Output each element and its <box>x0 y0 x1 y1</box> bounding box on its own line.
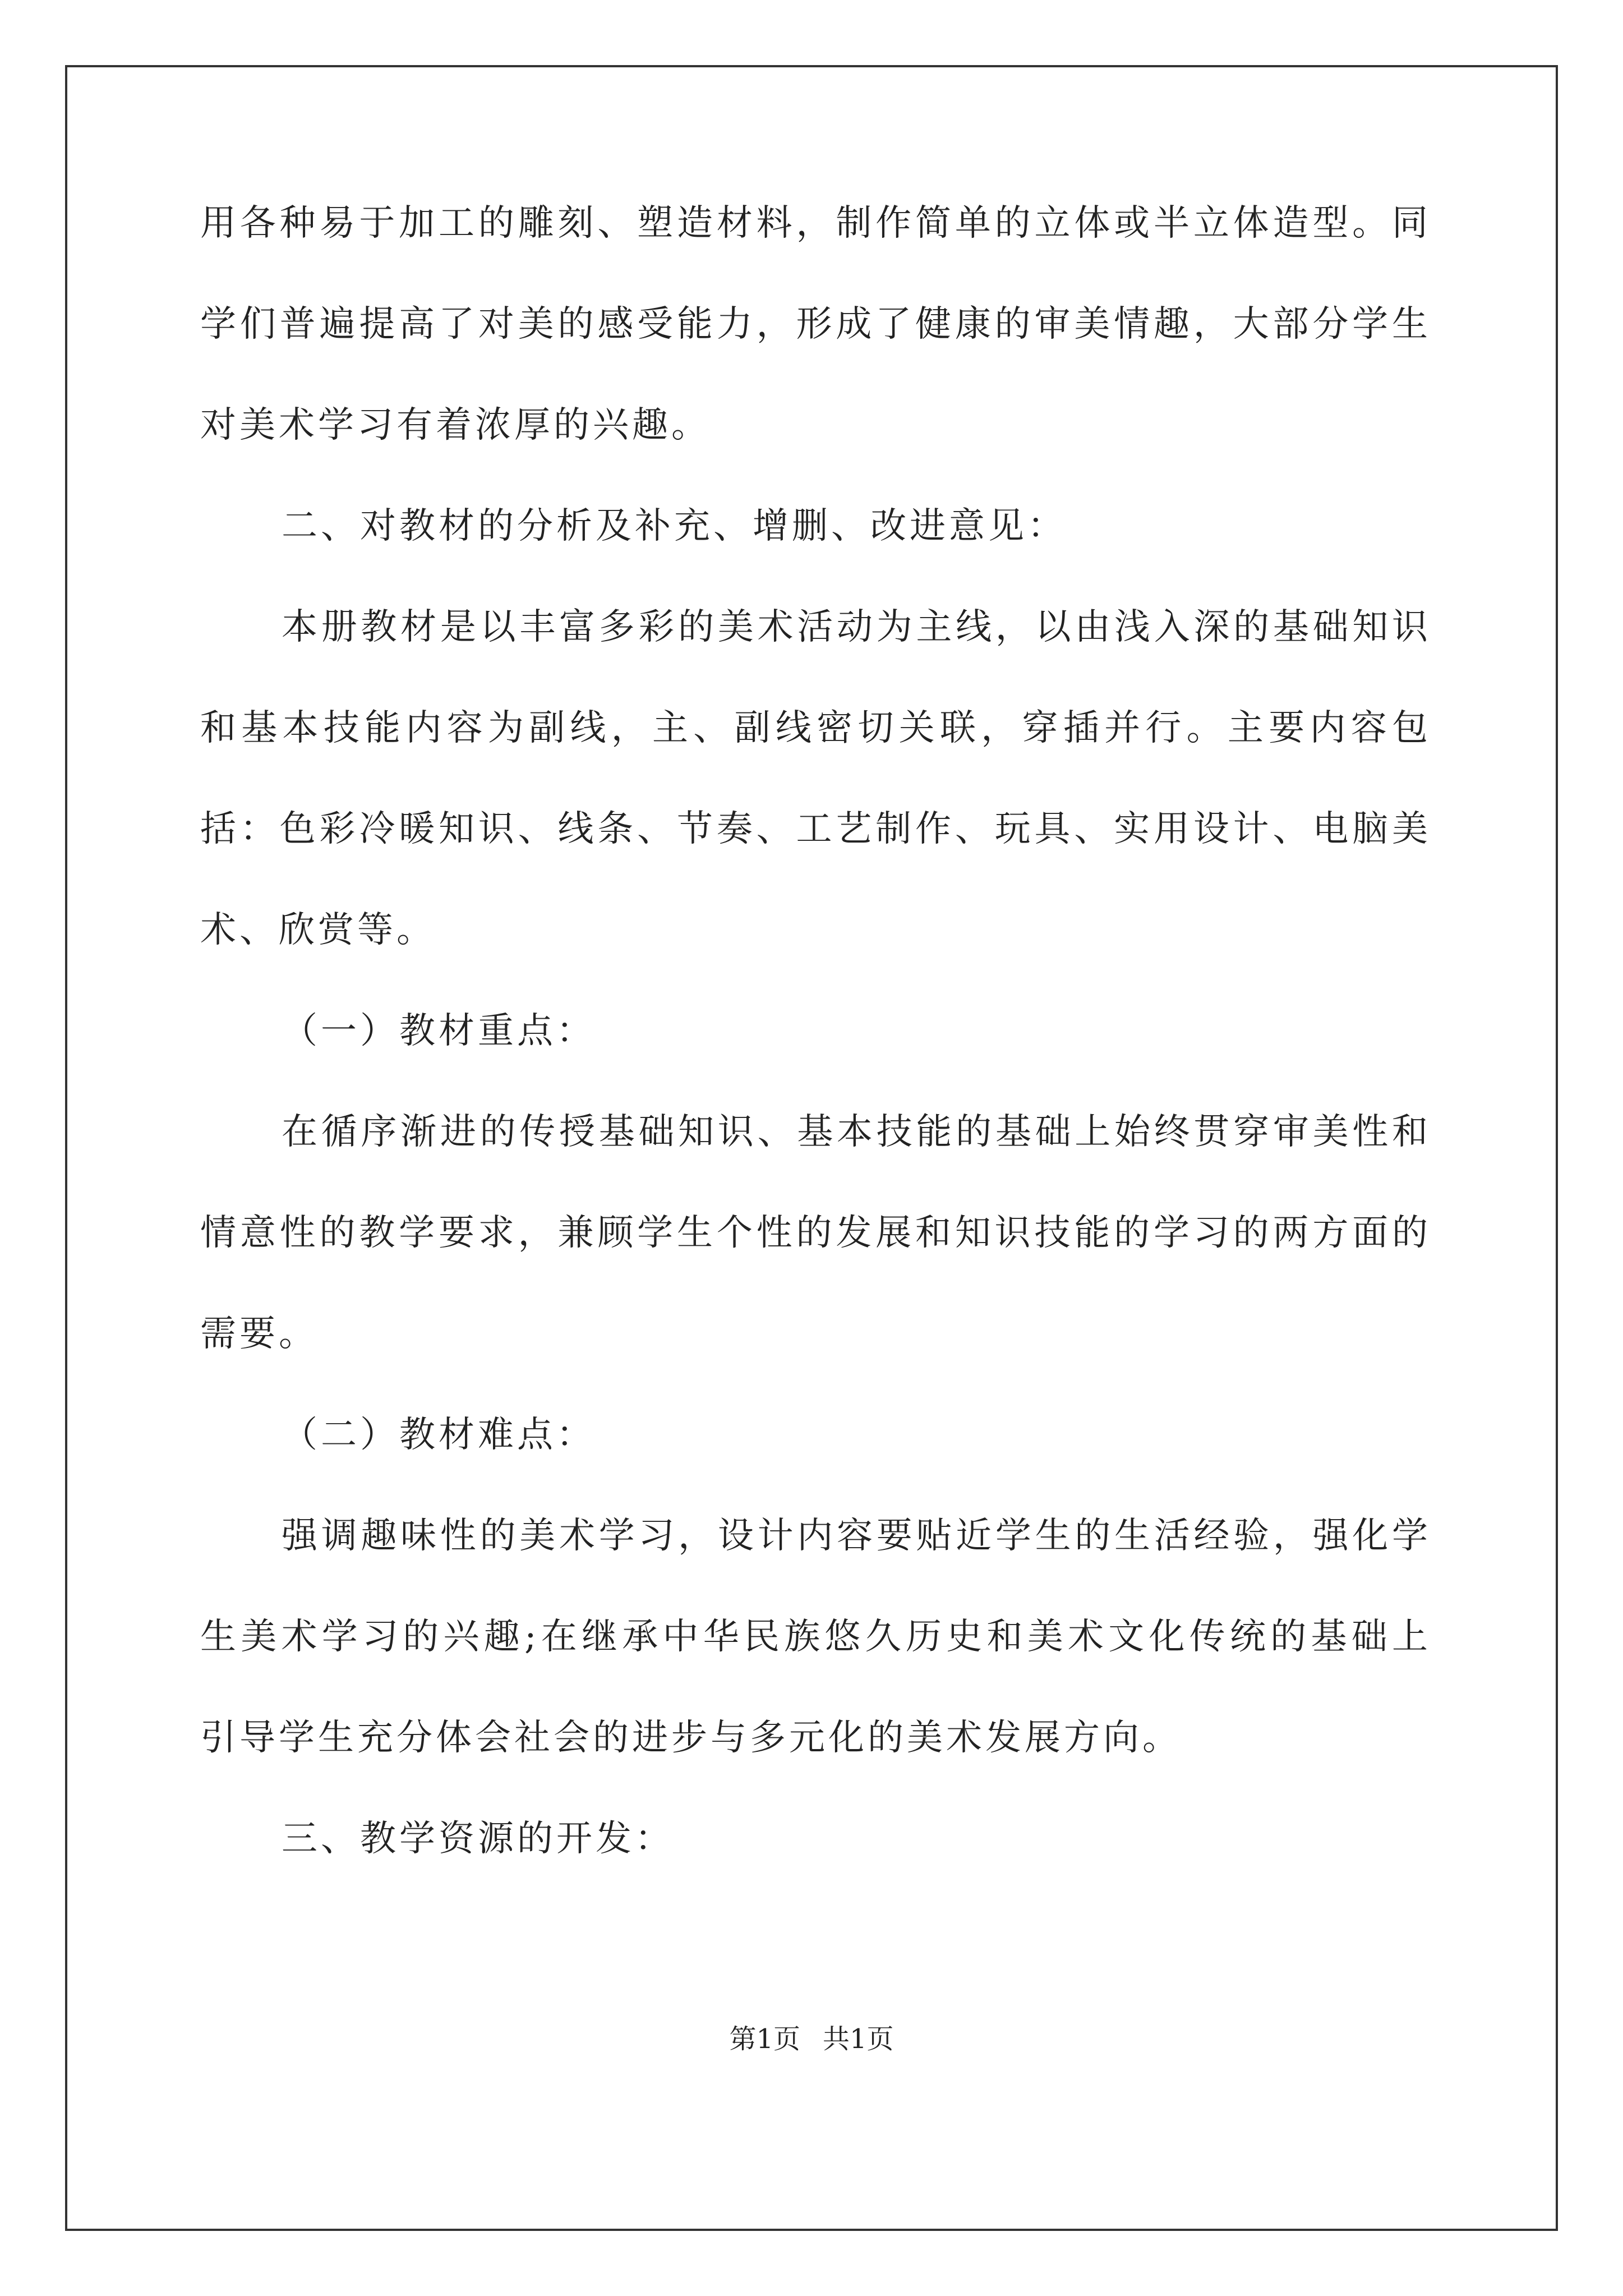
subheading-difficulties: （二）教材难点： <box>282 1414 596 1456</box>
subheading-key-points: （一）教材重点： <box>282 1010 596 1052</box>
page-footer <box>0 2022 1623 2056</box>
document-body <box>200 173 1431 1889</box>
page-number: 第1页 <box>729 2023 800 2055</box>
paragraph-continuation: 用各种易于加工的雕刻、塑造材料，制作简单的立体或半立体造型。同学们普遍提高了对美的感受能力，形成了健康的审美情趣，大部分学生对美术学习有着浓厚的兴趣。 <box>200 203 1431 446</box>
paragraph-key-points: 在循序渐进的传授基础知识、基本技能的基础上始终贯穿审美性和情意性的教学要求，兼顾学生个性的发展和知识技能的学习的两方面的需要。 <box>200 1111 1431 1355</box>
section-heading-textbook-analysis: 二、对教材的分析及补充、增删、改进意见： <box>282 505 1067 547</box>
paragraph-difficulties: 强调趣味性的美术学习，设计内容要贴近学生的生活经验，强化学生美术学习的兴趣;在继承中华民族悠久历史和美术文化传统的基础上引导学生充分体会社会的进步与多元化的美术发展方向。 <box>200 1515 1431 1759</box>
page-total: 共1页 <box>823 2023 894 2055</box>
section-heading-resources: 三、教学资源的开发： <box>282 1818 674 1860</box>
paragraph-textbook-overview: 本册教材是以丰富多彩的美术活动为主线，以由浅入深的基础知识和基本技能内容为副线，主、副线密切关联，穿插并行。主要内容包括：色彩冷暖知识、线条、节奏、工艺制作、玩具、实用设计、电脑美术、欣赏等。 <box>200 606 1431 951</box>
